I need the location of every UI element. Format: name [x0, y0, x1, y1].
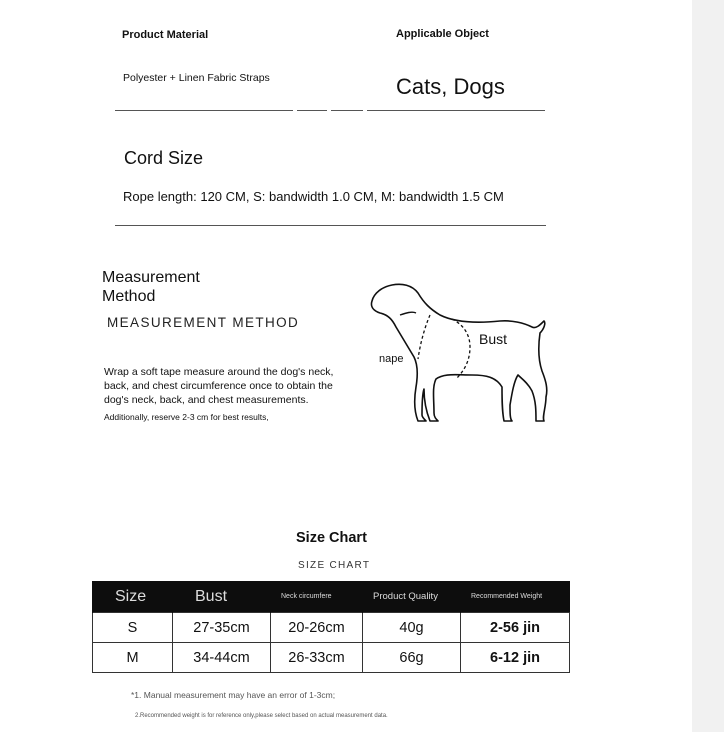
bust-label: Bust — [479, 331, 508, 347]
size-table — [92, 581, 570, 673]
footnote: 2.Recommended weight is for reference only,please select based on actual measurement data. — [135, 713, 388, 719]
applicable-object-value: Cats, Dogs — [396, 74, 505, 99]
divider — [331, 110, 363, 111]
table-cell: 20-26cm — [271, 613, 363, 643]
table-row — [93, 643, 570, 673]
table-cell: 6-12 jin — [461, 643, 570, 673]
divider — [367, 110, 545, 111]
table-header-row — [93, 581, 570, 613]
size-chart-title: Size Chart — [296, 530, 367, 546]
applicable-object-label: Applicable Object — [396, 28, 489, 40]
material-value: Polyester + Linen Fabric Straps — [123, 72, 270, 84]
table-cell: S — [93, 613, 173, 643]
cord-size-title: Cord Size — [124, 148, 204, 168]
side-strip — [692, 0, 724, 732]
table-cell: 27-35cm — [173, 613, 271, 643]
measurement-note: Additionally, reserve 2-3 cm for best results, — [104, 412, 269, 422]
dog-measurement-diagram — [360, 275, 560, 430]
column-header: Product Quality — [363, 581, 461, 613]
table-row — [93, 613, 570, 643]
divider — [115, 110, 293, 111]
table-cell: 40g — [363, 613, 461, 643]
footnote: *1. Manual measurement may have an error of 1-3cm; — [131, 690, 336, 700]
table-cell: 2-56 jin — [461, 613, 570, 643]
measurement-method-subtitle: MEASUREMENT METHOD — [107, 315, 300, 330]
column-header: Neck circumfere — [271, 581, 363, 613]
column-header: Size — [93, 581, 173, 613]
measurement-description: Wrap a soft tape measure around the dog's neck, back, and chest circumference once to obtain the dog's neck, back, and chest measurements. — [104, 366, 334, 406]
table-cell: 66g — [363, 643, 461, 673]
table-cell: 34-44cm — [173, 643, 271, 673]
cord-size-detail: Rope length: 120 CM, S: bandwidth 1.0 CM, M: bandwidth 1.5 CM — [123, 189, 504, 204]
collar-mark — [400, 312, 416, 315]
table-cell: M — [93, 643, 173, 673]
measurement-method-title: Measurement Method — [102, 269, 200, 305]
table-cell: 26-33cm — [271, 643, 363, 673]
bust-measure-line — [452, 319, 470, 379]
column-header: Recommended Weight — [461, 581, 570, 613]
nape-label: nape — [379, 353, 404, 365]
divider — [297, 110, 327, 111]
divider — [115, 225, 546, 226]
column-header: Bust — [173, 581, 271, 613]
nape-measure-line — [418, 315, 430, 359]
size-chart-subtitle: SIZE CHART — [298, 560, 371, 571]
material-label: Product Material — [122, 29, 209, 41]
